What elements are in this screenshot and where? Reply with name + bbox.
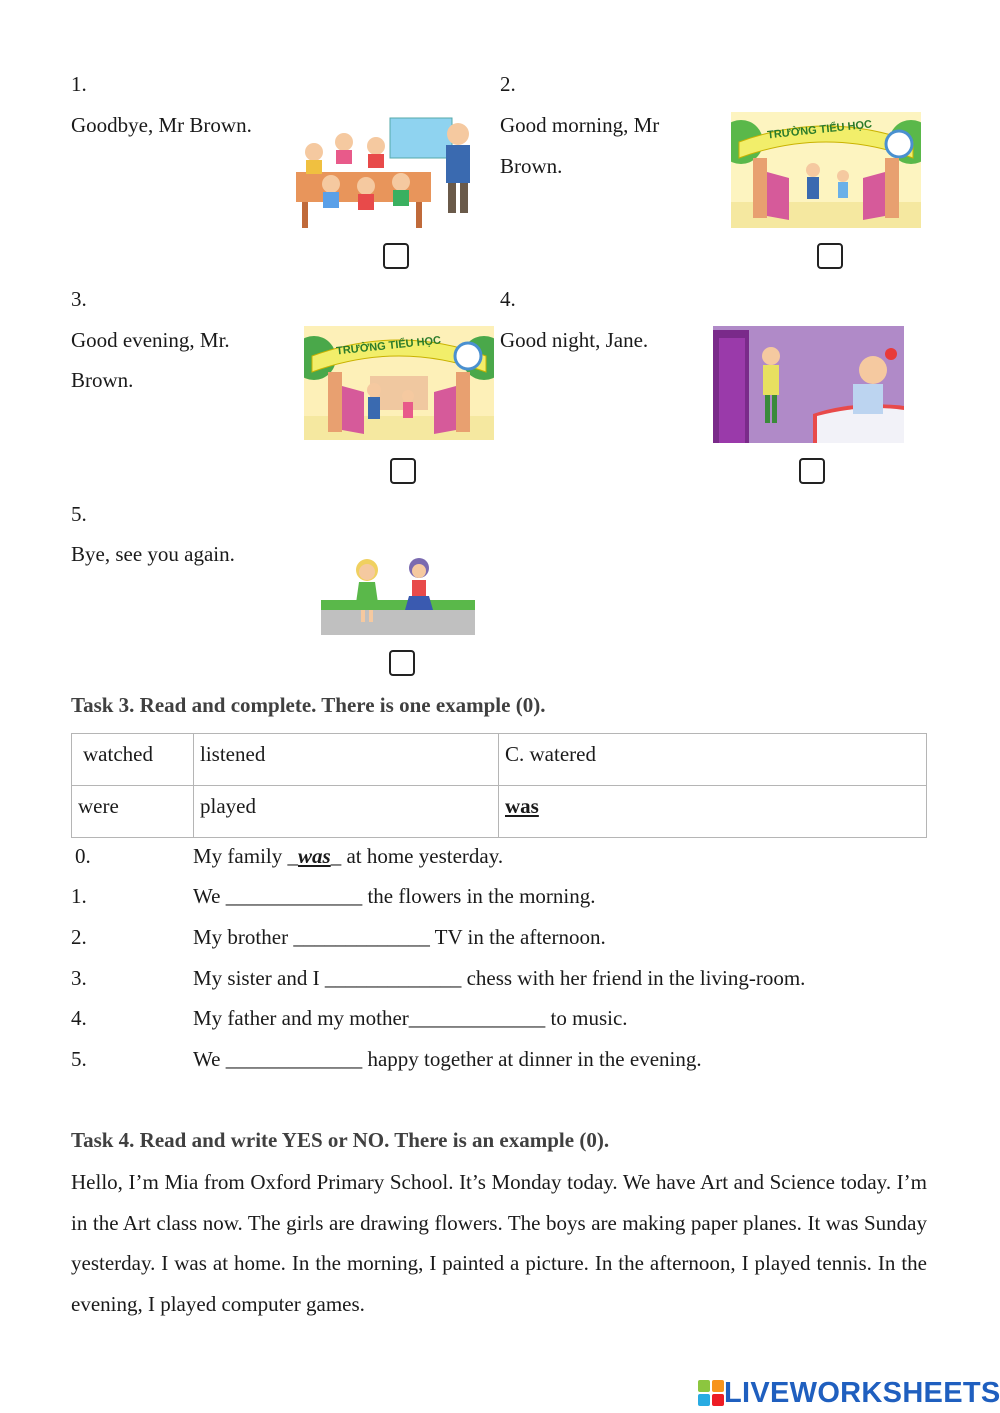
item-number: 2. [500,72,516,96]
example-before: My family _ [193,844,298,868]
word-cell: C. watered [499,734,927,786]
school-gate-morning-picture [731,112,921,228]
word-cell: listened [194,734,499,786]
item-number: 3. [71,287,87,311]
table-row [72,734,927,786]
liveworksheets-logo[interactable] [698,1377,1000,1409]
word-cell: played [194,786,499,838]
item-text: Good evening, Mr. [71,328,230,352]
two-girls-picture [321,548,475,635]
item-text: Good night, Jane. [500,328,649,352]
word-cell: watched [72,734,194,786]
sentence-number: 2. [71,925,87,949]
word-cell-example [499,786,927,838]
word-cell: were [72,786,194,838]
item-text: Goodbye, Mr Brown. [71,113,252,137]
item-number: 1. [71,72,87,96]
sentence-text[interactable]: My father and my mother_____________ to music. [193,1006,628,1030]
item-number: 5. [71,502,87,526]
example-word: was [505,794,539,818]
liveworksheets-icon [698,1380,724,1406]
sentence-text[interactable]: My brother _____________ TV in the afternoon. [193,925,606,949]
example-after: _ at home yesterday. [330,844,504,868]
answer-checkbox[interactable] [799,458,825,484]
school-gate-evening-picture [304,326,494,440]
sentence-number: 1. [71,884,87,908]
sentence-text[interactable]: My sister and I _____________ chess with her friend in the living-room. [193,966,806,990]
example-answer: was [298,844,331,868]
sentence-number: 0. [75,844,91,868]
task3-title: Task 3. Read and complete. There is one example (0). [71,693,546,717]
answer-checkbox[interactable] [817,243,843,269]
gate-sign: TRƯỜNG TIỂU HỌC [335,334,442,358]
sentence-number: 4. [71,1006,87,1030]
table-row [72,786,927,838]
item-text: Good morning, Mr [500,113,660,137]
item-text: Brown. [71,368,134,392]
sentence-text[interactable]: We _____________ the flowers in the morning. [193,884,596,908]
classroom-picture [296,112,486,228]
sentence-number: 3. [71,966,87,990]
gate-sign: TRƯỜNG TIỂU HỌC [766,118,873,142]
bedroom-picture [713,326,904,443]
item-number: 4. [500,287,516,311]
answer-checkbox[interactable] [383,243,409,269]
item-text: Bye, see you again. [71,542,235,566]
answer-checkbox[interactable] [390,458,416,484]
word-bank-table [71,733,927,838]
sentence-number: 5. [71,1047,87,1071]
sentence-text [193,844,503,869]
reading-paragraph: Hello, I’m Mia from Oxford Primary School. It’s Monday today. We have Art and Science today. I’m in the Art class now. The girls are drawing flowers. The boys are making paper planes. It was Sunday yesterday. I was at home. In the morning, I painted a picture. In the afternoon, I played tennis. In the evening, I played computer games. [71,1170,927,1316]
answer-checkbox[interactable] [389,650,415,676]
task4-title: Task 4. Read and write YES or NO. There is an example (0). [71,1128,610,1152]
item-text: Brown. [500,154,563,178]
sentence-text[interactable]: We _____________ happy together at dinner in the evening. [193,1047,702,1071]
logo-text: LIVEWORKSHEETS [724,1376,1000,1409]
